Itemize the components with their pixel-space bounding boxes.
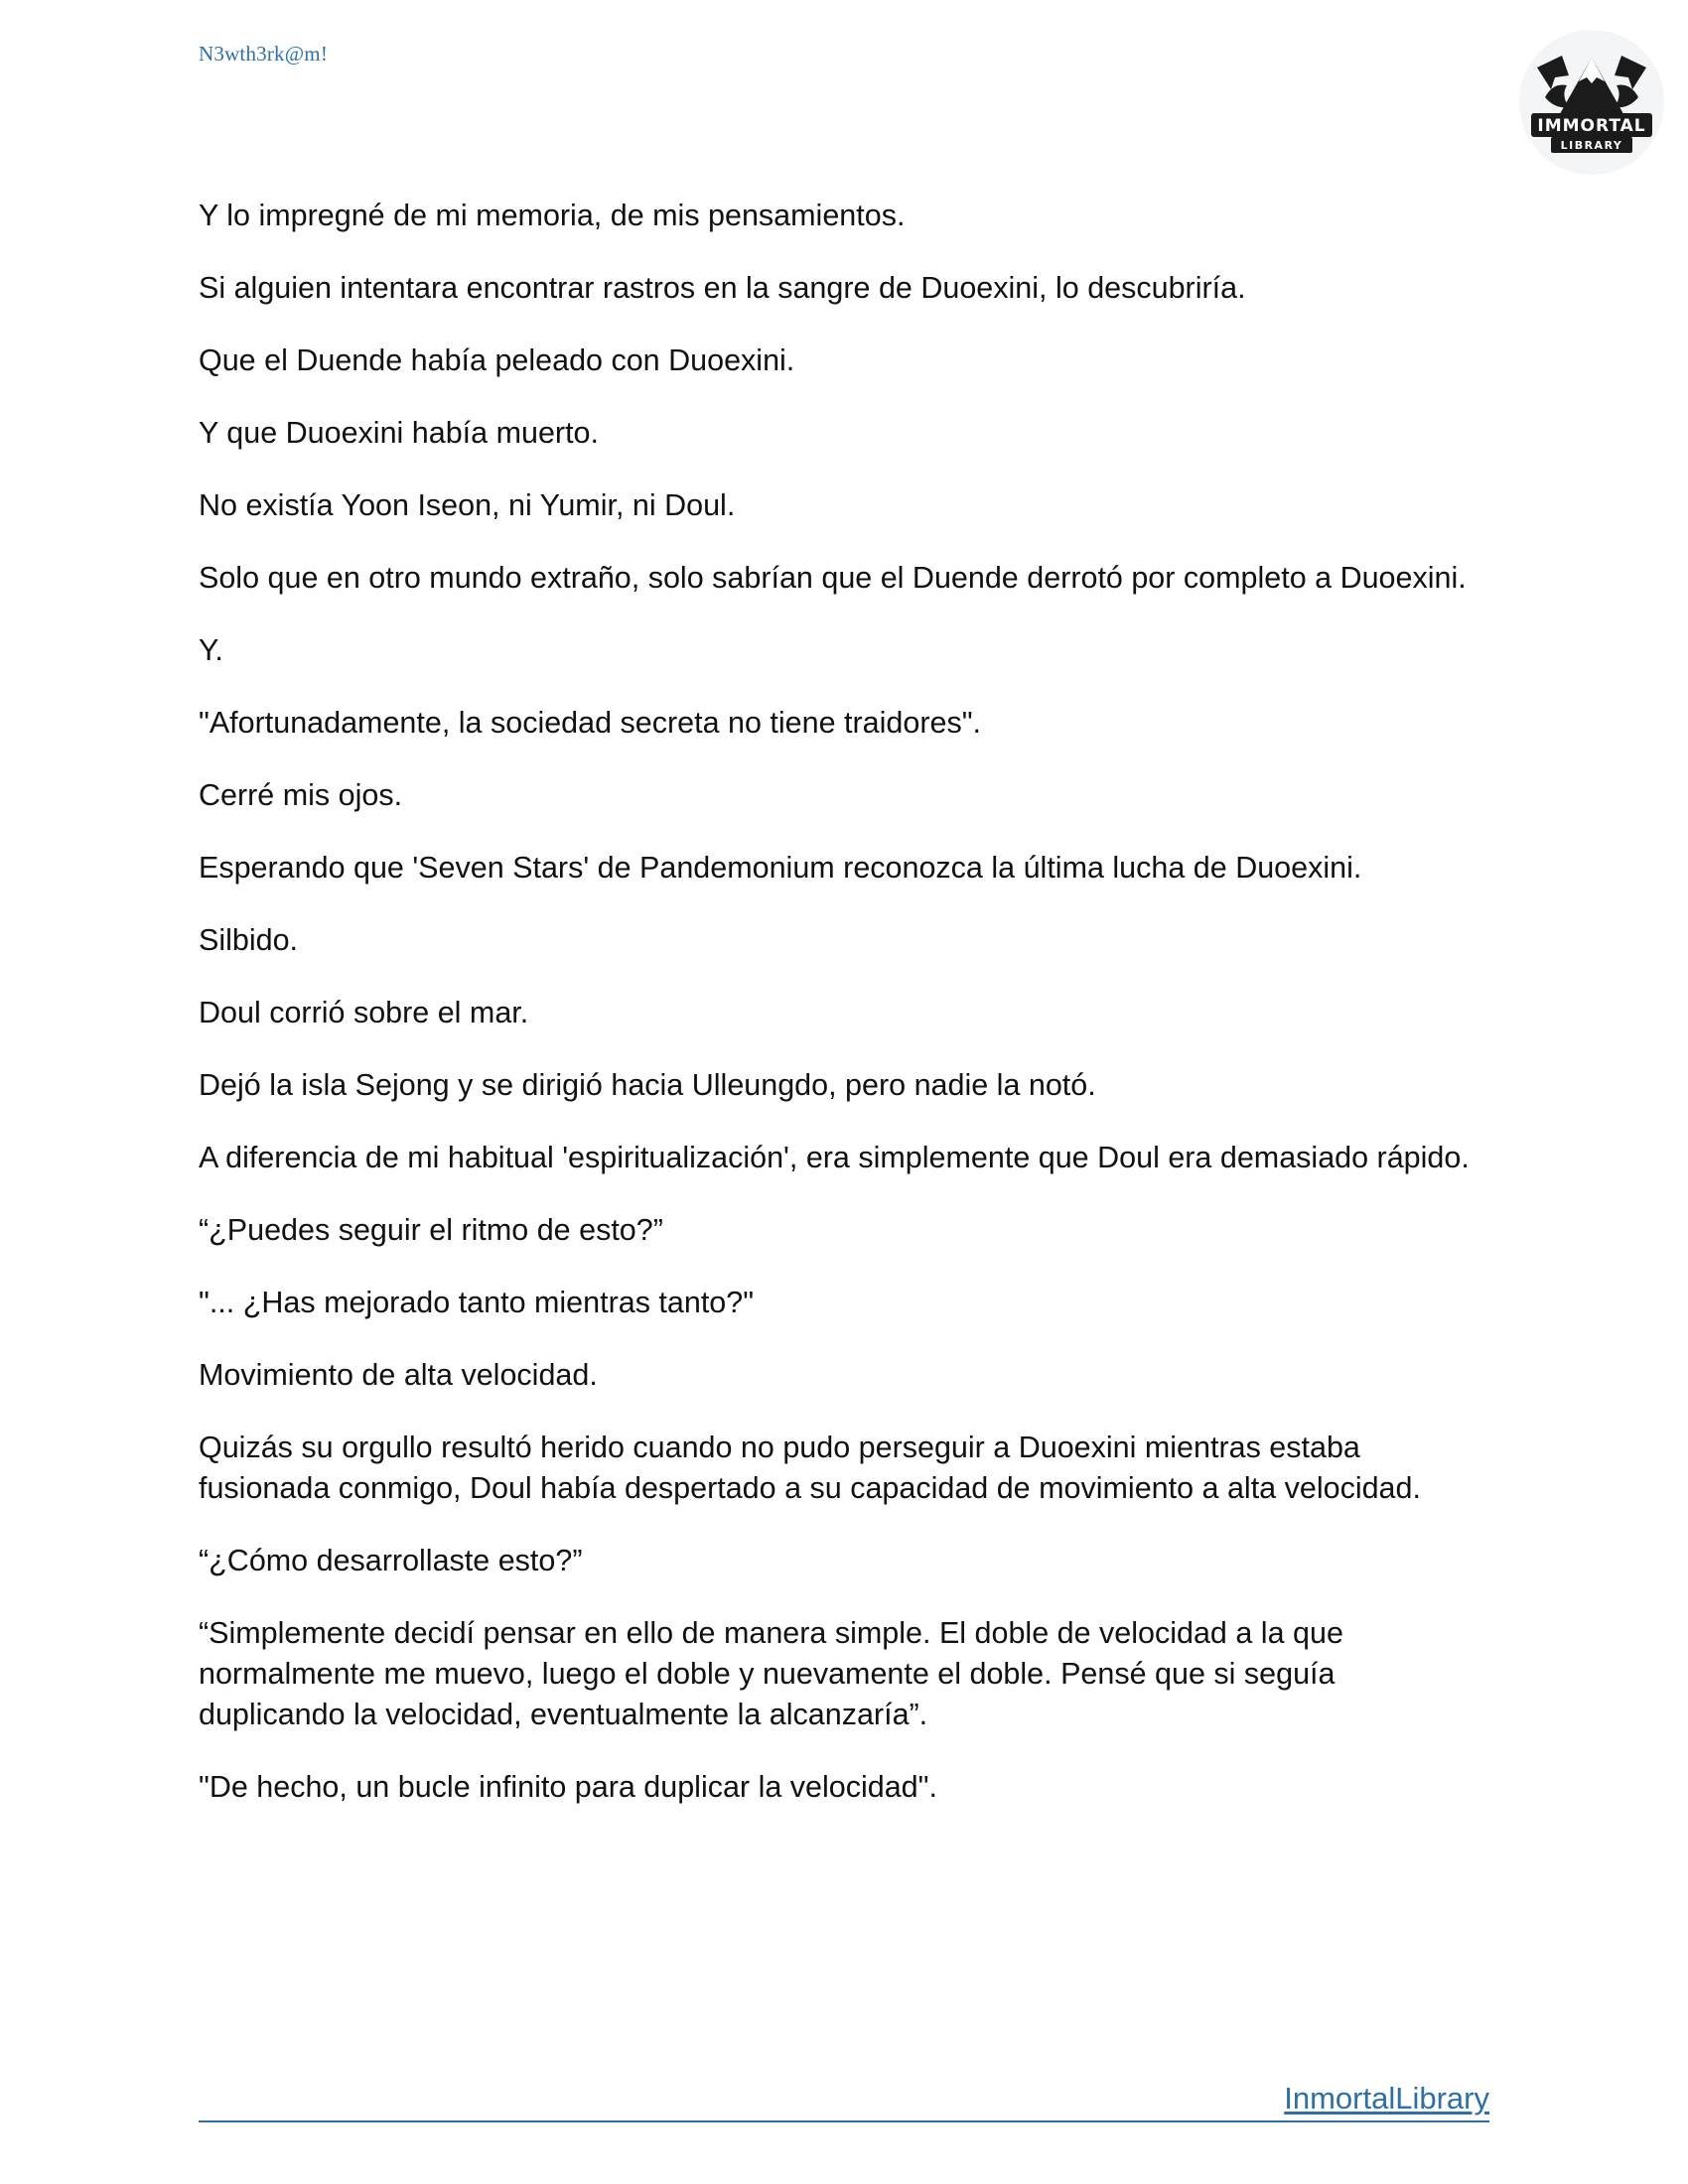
paragraph: "Afortunadamente, la sociedad secreta no tiene traidores". xyxy=(199,706,982,740)
paragraph: No existía Yoon Iseon, ni Yumir, ni Doul. xyxy=(199,488,736,522)
footer-rule xyxy=(199,2075,1489,2122)
footer-link[interactable]: InmortalLibrary xyxy=(1284,2081,1489,2116)
paragraph: Movimiento de alta velocidad. xyxy=(199,1358,598,1392)
paragraph: Si alguien intentara encontrar rastros en la sangre de Duoexini, lo descubriría. xyxy=(199,271,1246,305)
paragraph: "... ¿Has mejorado tanto mientras tanto?" xyxy=(199,1286,755,1319)
paragraph: “¿Cómo desarrollaste esto?” xyxy=(199,1544,583,1577)
paragraph: Cerré mis ojos. xyxy=(199,778,403,812)
paragraph: Y que Duoexini había muerto. xyxy=(199,416,599,450)
paragraph: Solo que en otro mundo extraño, solo sabrían que el Duende derrotó por completo a Duoexini. xyxy=(199,561,1467,595)
chapter-text xyxy=(199,196,1489,1840)
paragraph: "De hecho, un bucle infinito para duplicar la velocidad". xyxy=(199,1770,937,1804)
paragraph: Esperando que 'Seven Stars' de Pandemonium reconozca la última lucha de Duoexini. xyxy=(199,851,1362,885)
paragraph: Silbido. xyxy=(199,923,299,957)
paragraph: Quizás su orgullo resultó herido cuando no pudo perseguir a Duoexini mientras estaba fusionada conmigo, Doul había despertado a su capacidad de movimiento a alta velocidad. xyxy=(199,1431,1421,1505)
paragraph: A diferencia de mi habitual 'espiritualización', era simplemente que Doul era demasiado rápido. xyxy=(199,1141,1470,1174)
paragraph: Y. xyxy=(199,633,223,667)
paragraph: Y lo impregné de mi memoria, de mis pensamientos. xyxy=(199,199,906,232)
paragraph: Dejó la isla Sejong y se dirigió hacia Ulleungdo, pero nadie la notó. xyxy=(199,1068,1096,1102)
header-tag: N3wth3rk@m! xyxy=(199,42,329,66)
paragraph: “¿Puedes seguir el ritmo de esto?” xyxy=(199,1213,663,1247)
paragraph: “Simplemente decidí pensar en ello de manera simple. El doble de velocidad a la que normalmente me muevo, luego el doble y nuevamente el doble. Pensé que si seguía duplicando la velocidad, eventualmente la alcanzaría”. xyxy=(199,1616,1343,1731)
logo-line2: LIBRARY xyxy=(1560,139,1623,152)
paragraph: Que el Duende había peleado con Duoexini. xyxy=(199,343,795,377)
immortal-library-logo-icon xyxy=(1517,28,1666,177)
paragraph: Doul corrió sobre el mar. xyxy=(199,996,529,1029)
logo-line1: IMMORTAL xyxy=(1537,116,1646,136)
